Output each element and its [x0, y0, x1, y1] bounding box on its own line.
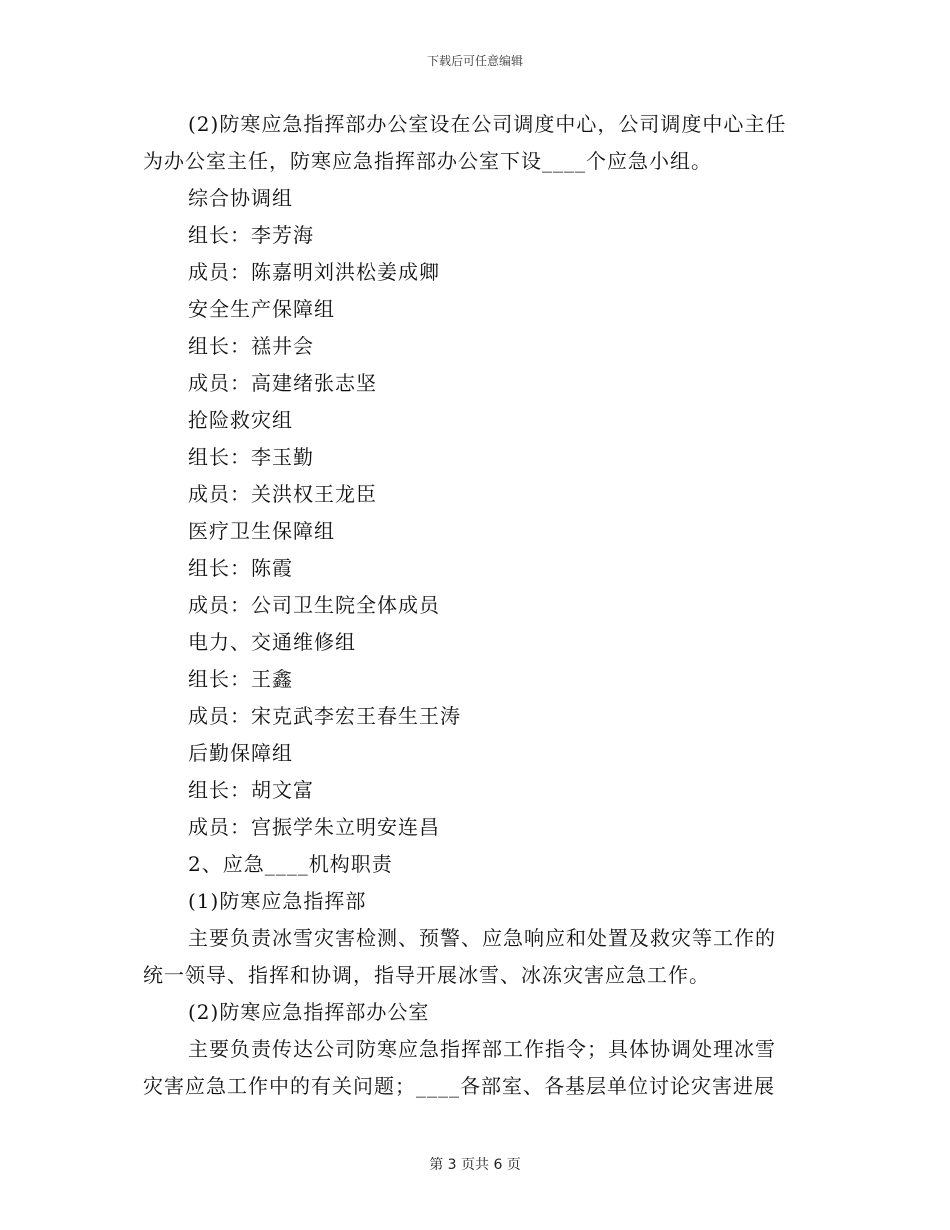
group-leader: 组长：胡文富 [188, 778, 314, 802]
paragraph-line: 灾害应急工作中的有关问题；____各部室、各基层单位讨论灾害进展 [143, 1074, 775, 1098]
paragraph-line: 主要负责传达公司防寒应急指挥部工作指令；具体协调处理冰雪 [188, 1037, 776, 1061]
paragraph-line: (2)防寒应急指挥部办公室设在公司调度中心，公司调度中心主任 [188, 112, 787, 136]
group-members: 成员：公司卫生院全体成员 [188, 593, 440, 617]
group-members: 成员：陈嘉明刘洪松姜成卿 [188, 260, 440, 284]
group-members: 成员：高建绪张志坚 [188, 371, 377, 395]
header-note: 下载后可任意编辑 [426, 54, 523, 68]
group-leader: 组长：李玉勤 [188, 445, 314, 469]
paragraph-line: 为办公室主任，防寒应急指挥部办公室下设____个应急小组。 [143, 149, 712, 173]
paragraph-line: 统一领导、指挥和协调，指导开展冰雪、冰冻灾害应急工作。 [143, 963, 710, 987]
group-name: 抢险救灾组 [188, 408, 293, 432]
group-name: 电力、交通维修组 [188, 630, 356, 654]
paragraph-line: 主要负责冰雪灾害检测、预警、应急响应和处置及救灾等工作的 [188, 926, 776, 950]
group-leader: 组长：禚井会 [188, 334, 314, 358]
group-leader: 组长：陈霞 [188, 556, 293, 580]
subsection-heading: (2)防寒应急指挥部办公室 [188, 1000, 430, 1024]
group-name: 后勤保障组 [188, 741, 293, 765]
page-footer [0, 1154, 950, 1174]
group-members: 成员：宋克武李宏王春生王涛 [188, 704, 461, 728]
group-members: 成员：宫振学朱立明安连昌 [188, 815, 440, 839]
group-name: 综合协调组 [188, 186, 293, 210]
group-name: 医疗卫生保障组 [188, 519, 335, 543]
group-members: 成员：关洪权王龙臣 [188, 482, 377, 506]
section-heading: 2、应急____机构职责 [188, 852, 393, 876]
page-header [0, 52, 950, 69]
group-leader: 组长：李芳海 [188, 223, 314, 247]
document-body [143, 106, 813, 1105]
group-leader: 组长：王鑫 [188, 667, 293, 691]
page-number: 第 3 页共 6 页 [429, 1157, 521, 1173]
group-name: 安全生产保障组 [188, 297, 335, 321]
subsection-heading: (1)防寒应急指挥部 [188, 889, 367, 913]
